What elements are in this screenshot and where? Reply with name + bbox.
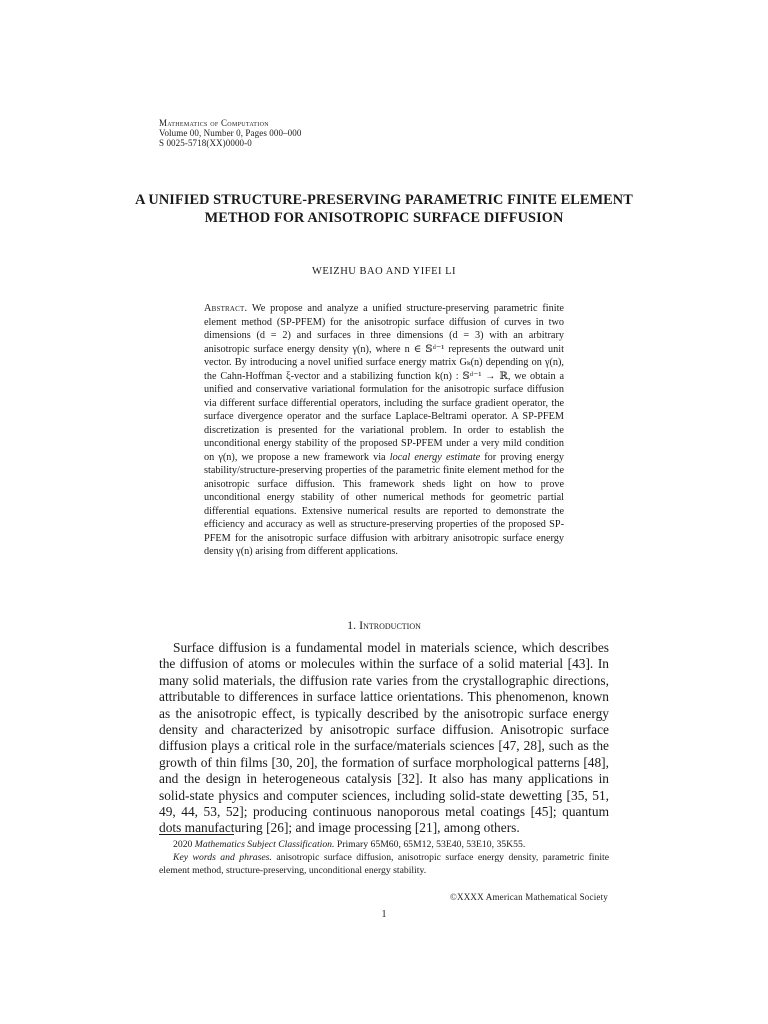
footnote-msc-text: Primary 65M60, 65M12, 53E40, 53E10, 35K55. — [336, 839, 526, 850]
page-number: 1 — [381, 909, 387, 920]
footnote-msc-year: 2020 — [173, 839, 193, 850]
abstract-label: Abstract. — [204, 303, 248, 314]
footnote-keywords — [159, 851, 609, 877]
abstract-emphasis: local energy estimate — [389, 451, 481, 463]
paper-authors: WEIZHU BAO AND YIFEI LI — [311, 266, 457, 277]
journal-header — [159, 118, 301, 148]
footnote-msc-label: Mathematics Subject Classification. — [194, 839, 335, 850]
journal-volume-line: Volume 00, Number 0, Pages 000–000 — [159, 128, 302, 138]
journal-name: Mathematics of Computation — [159, 118, 269, 128]
abstract-text-part2: for proving energy stability/structure-preserving properties of the parametric finite element method for the anisotropic surface diffusion. This framework sheds light on how to prove unconditional energy stability of other numerical methods for geometric partial differential equations. Extensive numerical results are reported to demonstrate the efficiency and accuracy as well as structure-preserving properties of the proposed SP-PFEM for the anisotropic surface diffusion with arbitrary anisotropic surface energy density γ(n) arising from different applications. — [204, 451, 565, 557]
journal-issn-line: S 0025-5718(XX)0000-0 — [159, 138, 252, 148]
footnote-rule — [159, 834, 234, 835]
section-heading — [159, 618, 609, 633]
section-number: 1. — [347, 618, 357, 632]
abstract-text-part1: We propose and analyze a unified structure-preserving parametric finite element method (SP-PFEM) for the anisotropic surface diffusion of curves in two dimensions (d = 2) and surfaces in three dimensions (d = 3) with an arbitrary anisotropic surface energy density γ(n), where n ∈ 𝕊ᵈ⁻¹ represents the outward unit vector. By introducing a novel unified surface energy matrix Gₖ(n) depending on γ(n), the Cahn-Hoffman ξ-vector and a stabilizing function k(n) : 𝕊ᵈ⁻¹ → ℝ, we obtain a unified and conservative variational formulation for the anisotropic surface diffusion via different surface differential operators, including the surface gradient operator, the surface divergence operator and the surface Laplace-Beltrami operator. A SP-PFEM discretization is presented for the variational problem. In order to establish the unconditional energy stability of the proposed SP-PFEM under a very mild condition on γ(n), we propose a new framework via — [204, 303, 564, 463]
section-title: Introduction — [359, 618, 421, 632]
footnote-msc — [159, 838, 609, 851]
abstract — [204, 302, 564, 559]
footnote-keywords-label: Key words and phrases. — [173, 852, 272, 863]
introduction-paragraph: Surface diffusion is a fundamental model in materials science, which describes the diffusion of atoms or molecules within the surface of a solid material [43]. In many solid materials, the diffusion rate varies from the crystallographic directions, attributable to differences in surface lattice orientations. This phenomenon, known as the anisotropic effect, is typically described by the anisotropic surface energy density and characterized by anisotropic surface diffusion. Anisotropic surface diffusion plays a critical role in the surface/materials sciences [47, 28], such as the growth of thin films [30, 20], the formation of surface morphological patterns [48], and the design in heterogeneous catalysis [32]. It also has many applications in solid-state physics and computer sciences, including solid-state dewetting [35, 51, 49, 44, 53, 52]; producing continuous nanoporous metal coatings [45]; quantum dots manufacturing [26]; and image processing [21], among others. — [159, 640, 609, 836]
footnotes — [159, 838, 609, 877]
copyright-notice: ©XXXX American Mathematical Society — [449, 892, 608, 902]
paper-title: A UNIFIED STRUCTURE-PRESERVING PARAMETRIC FINITE ELEMENT METHOD FOR ANISOTROPIC SURFACE DIFFUSION — [135, 192, 633, 226]
footnote-keywords-text: anisotropic surface diffusion, anisotropic surface energy density, parametric finite element method, structure-preserving, unconditional energy stability. — [159, 852, 610, 876]
